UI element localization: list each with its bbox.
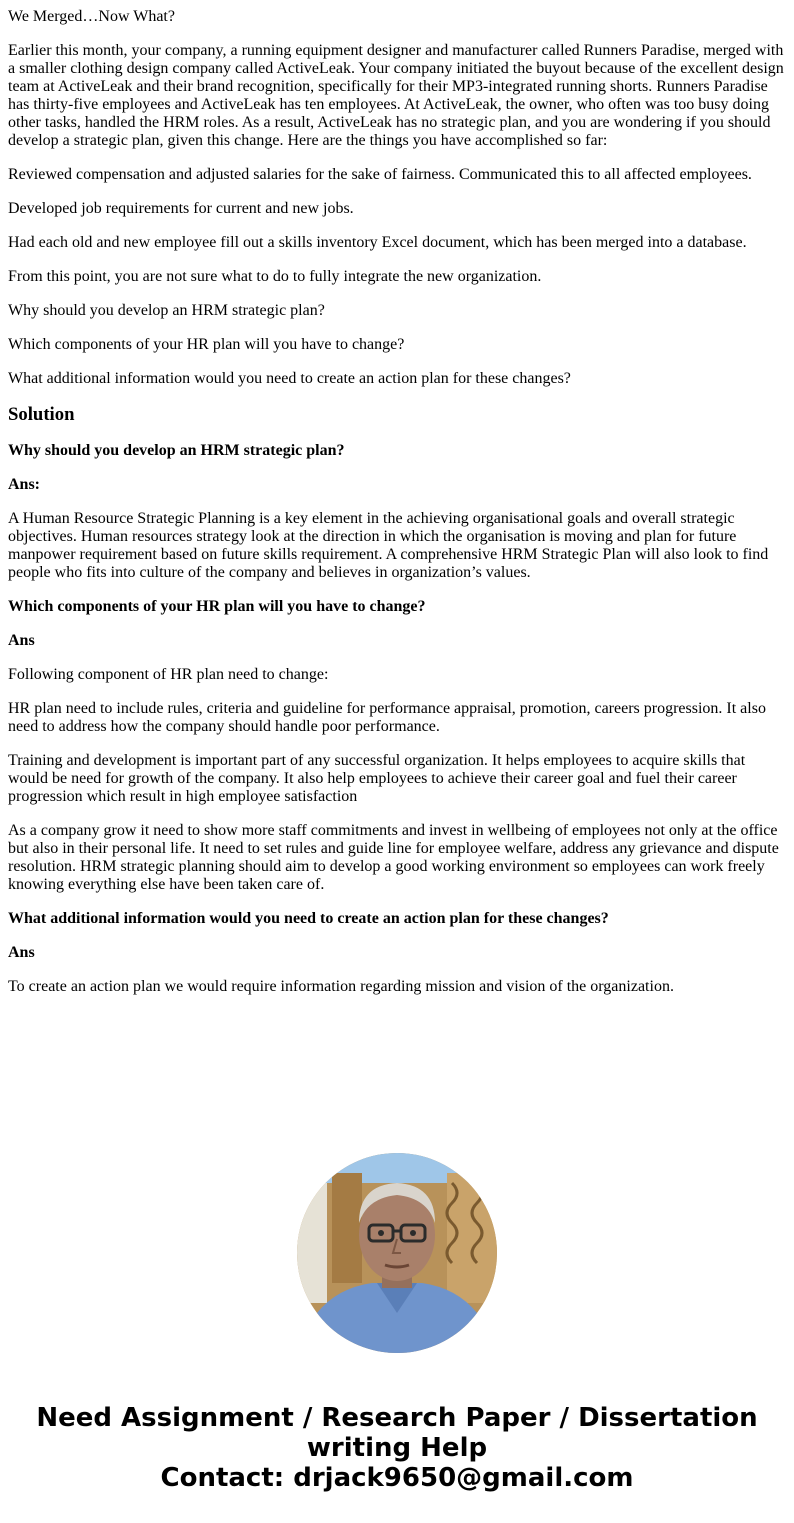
question-item: What additional information would you need to create an action plan for these changes?: [8, 370, 571, 387]
promo-line-1: Need Assignment / Research Paper / Dissertation: [36, 1403, 758, 1433]
solution-q2-point: HR plan need to include rules, criteria and guideline for performance appraisal, promotion, careers progression. It also need to address how the company should handle poor performance.: [8, 700, 766, 735]
solution-q2-ans-label: Ans: [8, 632, 35, 649]
solution-heading: Solution: [8, 404, 75, 425]
promo-contact: Contact: drjack9650@gmail.com: [160, 1463, 634, 1493]
solution-q2-question: Which components of your HR plan will you have to change?: [8, 598, 426, 615]
promo-line-2: writing Help: [306, 1433, 488, 1463]
promo-banner: [0, 1403, 794, 1493]
solution-q3-ans-label: Ans: [8, 944, 35, 961]
avatar-sky: [297, 1153, 497, 1183]
solution-q1-answer: A Human Resource Strategic Planning is a key element in the achieving organisational goals and overall strategic objectives. Human resources strategy look at the direction in which the organisation is moving and plan for future manpower requirement based on future skills requirement. A comprehensive HRM Strategic Plan will also look to find people who fits into culture of the company and believes in organization’s values.: [8, 510, 769, 581]
solution-q2-point: As a company grow it need to show more staff commitments and invest in wellbeing of employees not only at the office but also in their personal life. It need to set rules and guide line for employee welfare, address any grievance and dispute resolution. HRM strategic planning should aim to develop a good working environment so employees can work freely knowing everything else have been taken care of.: [8, 822, 779, 893]
article-intro: Earlier this month, your company, a running equipment designer and manufacturer called Runners Paradise, merged with a smaller clothing design company called ActiveLeak. Your company initiated the buyout because of the excellent design team at ActiveLeak and their brand recognition, specifically for their MP3-integrated running shorts. Runners Paradise has thirty-five employees and ActiveLeak has ten employees. At ActiveLeak, the owner, who often was too busy doing other tasks, handled the HRM roles. As a result, ActiveLeak has no strategic plan, and you are wondering if you should develop a strategic plan, given this change. Here are the things you have accomplished so far:: [8, 42, 784, 149]
solution-q2-lead: Following component of HR plan need to change:: [8, 666, 329, 683]
accomplished-item: Developed job requirements for current and new jobs.: [8, 200, 354, 217]
avatar-door: [332, 1173, 362, 1283]
solution-q1-ans-label: Ans:: [8, 476, 41, 493]
accomplished-item: Reviewed compensation and adjusted salaries for the sake of fairness. Communicated this to all affected employees.: [8, 166, 752, 183]
article-content: [8, 8, 786, 1012]
accomplished-item: Had each old and new employee fill out a skills inventory Excel document, which has been merged into a database.: [8, 234, 747, 251]
solution-q3-answer: To create an action plan we would require information regarding mission and vision of the organization.: [8, 978, 674, 995]
question-item: Why should you develop an HRM strategic plan?: [8, 302, 325, 319]
author-photo: [297, 1153, 497, 1353]
solution-q1-question: Why should you develop an HRM strategic plan?: [8, 442, 345, 459]
avatar-left-panel: [297, 1183, 327, 1303]
uncertainty-text: From this point, you are not sure what to do to fully integrate the new organization.: [8, 268, 542, 285]
solution-q3-question: What additional information would you need to create an action plan for these changes?: [8, 910, 609, 927]
article-title: We Merged…Now What?: [8, 8, 175, 25]
question-item: Which components of your HR plan will you have to change?: [8, 336, 405, 353]
author-avatar: [297, 1153, 497, 1353]
solution-q2-point: Training and development is important part of any successful organization. It helps employees to acquire skills that would be need for growth of the company. It also help employees to achieve their career goal and fuel their career progression which result in high employee satisfaction: [8, 752, 746, 805]
